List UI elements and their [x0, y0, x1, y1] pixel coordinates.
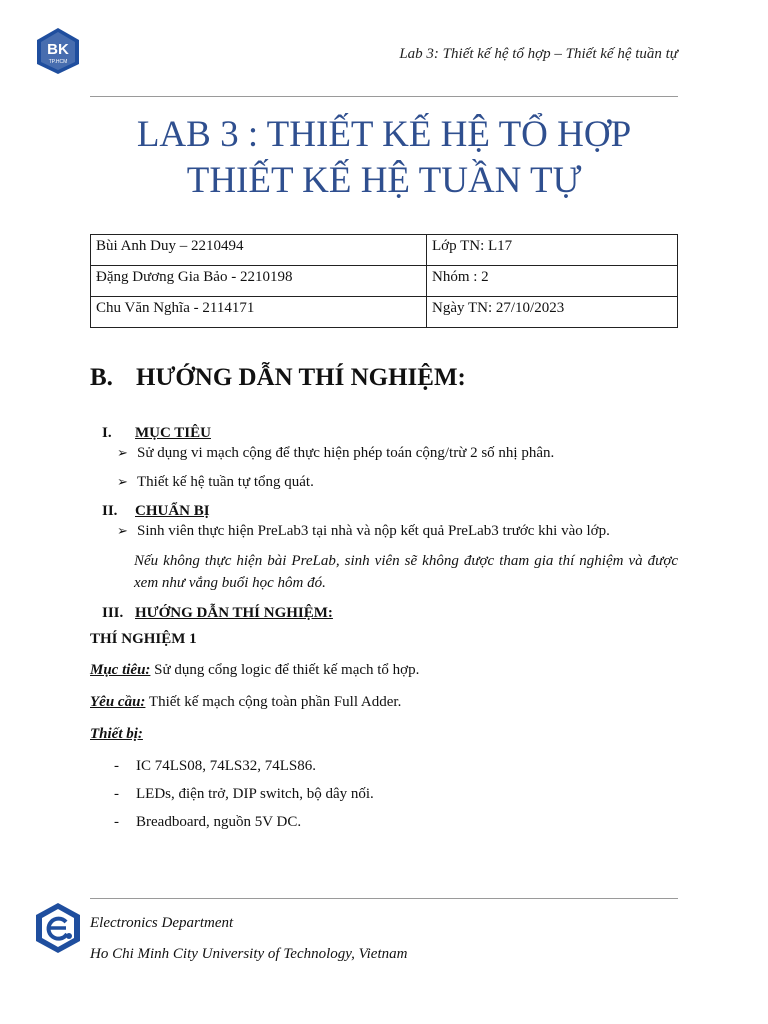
university-logo	[34, 27, 82, 75]
subsection-heading	[90, 425, 211, 442]
table-row	[91, 235, 678, 266]
info-cell: Ngày TN: 27/10/2023	[427, 297, 678, 328]
logo-subtext: TP.HCM	[48, 59, 68, 65]
requirement-label: Yêu cầu:	[90, 694, 146, 710]
list-item-text: Sinh viên thực hiện PreLab3 tại nhà và nộp kết quả PreLab3 trước khi vào lớp.	[137, 523, 610, 539]
department-logo	[34, 902, 82, 954]
arrow-bullet-icon: ➢	[117, 445, 128, 460]
list-item	[117, 445, 554, 462]
subsection-title: HƯỚNG DẪN THÍ NGHIỆM:	[135, 605, 333, 621]
section-b-heading	[90, 364, 466, 392]
header-divider	[90, 96, 678, 97]
list-item-text: Breadboard, nguồn 5V DC.	[136, 814, 302, 830]
goal-text: Sử dụng cổng logic để thiết kế mạch tổ hợp.	[150, 662, 420, 678]
member-cell: Chu Văn Nghĩa - 2114171	[91, 297, 427, 328]
list-item	[117, 474, 314, 491]
info-cell: Nhóm : 2	[427, 266, 678, 297]
member-cell: Bùi Anh Duy – 2210494	[91, 235, 427, 266]
dash-bullet: -	[114, 786, 119, 802]
goal-label: Mục tiêu:	[90, 662, 151, 678]
list-item	[117, 523, 610, 540]
experiment-heading: THÍ NGHIỆM 1	[90, 631, 197, 647]
subsection-title: CHUẨN BỊ	[135, 503, 210, 519]
subsection-number: I.	[102, 425, 112, 441]
member-cell: Đặng Dương Gia Bảo - 2210198	[91, 266, 427, 297]
section-letter: B.	[90, 364, 113, 391]
table-row	[91, 297, 678, 328]
list-item	[114, 758, 316, 775]
goal-paragraph	[90, 662, 419, 679]
equipment-label-text: Thiết bị:	[90, 726, 143, 742]
requirement-paragraph	[90, 694, 401, 711]
document-title	[90, 112, 678, 204]
footer-university: Ho Chi Minh City University of Technology, Vietnam	[90, 946, 408, 962]
note-paragraph: Nếu không thực hiện bài PreLab, sinh viên sẽ không được tham gia thí nghiệm và được xem như vắng buổi học hôm đó.	[134, 553, 678, 591]
list-item-text: LEDs, điện trở, DIP switch, bộ dây nối.	[136, 786, 374, 802]
subsection-heading	[90, 605, 333, 622]
list-item-text: Thiết kế hệ tuần tự tổng quát.	[137, 474, 314, 490]
logo-text: BK	[47, 41, 69, 58]
arrow-bullet-icon: ➢	[117, 474, 128, 489]
subsection-number: II.	[102, 503, 118, 519]
section-title: HƯỚNG DẪN THÍ NGHIỆM:	[136, 364, 466, 391]
info-cell: Lớp TN: L17	[427, 235, 678, 266]
table-row	[91, 266, 678, 297]
dash-bullet: -	[114, 814, 119, 830]
title-line-1: LAB 3 : THIẾT KẾ HỆ TỔ HỢP	[136, 114, 632, 155]
dash-bullet: -	[114, 758, 119, 774]
list-item	[114, 814, 301, 831]
arrow-bullet-icon: ➢	[117, 523, 128, 538]
equipment-label	[90, 726, 143, 743]
members-table	[90, 234, 678, 328]
subsection-number: III.	[102, 605, 124, 621]
list-item-text: IC 74LS08, 74LS32, 74LS86.	[136, 758, 317, 774]
list-item-text: Sử dụng vi mạch cộng để thực hiện phép toán cộng/trừ 2 số nhị phân.	[137, 445, 555, 461]
footer-divider	[90, 898, 678, 899]
requirement-text: Thiết kế mạch cộng toàn phần Full Adder.	[145, 694, 402, 710]
subsection-heading	[90, 503, 210, 520]
running-header: Lab 3: Thiết kế hệ tổ hợp – Thiết kế hệ tuần tự	[399, 46, 678, 62]
footer-department: Electronics Department	[90, 915, 234, 931]
title-line-2: THIẾT KẾ HỆ TUẦN TỰ	[186, 160, 582, 201]
subsection-title: MỤC TIÊU	[135, 425, 211, 441]
list-item	[114, 786, 374, 803]
